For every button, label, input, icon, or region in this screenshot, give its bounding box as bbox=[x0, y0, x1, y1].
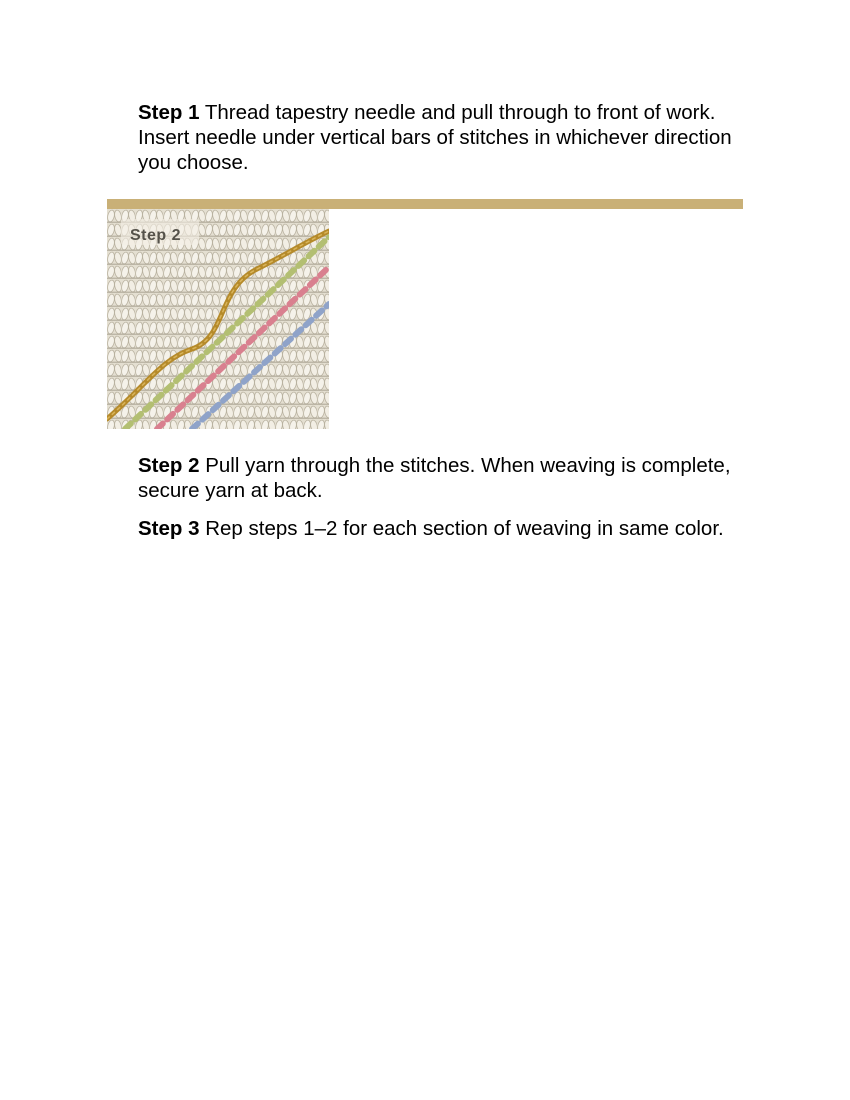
step-2-paragraph bbox=[138, 453, 750, 503]
step-3-text: Rep steps 1–2 for each section of weaving in same color. bbox=[199, 517, 724, 540]
step-1-text: Thread tapestry needle and pull through to front of work. Insert needle under vertical bars of stitches in whichever direction you choose. bbox=[138, 101, 732, 174]
step-1-label: Step 1 bbox=[138, 101, 200, 124]
step-3-paragraph bbox=[138, 516, 750, 541]
step-1-paragraph bbox=[138, 100, 750, 175]
photo-step-label: Step 2 bbox=[130, 227, 182, 244]
step-2-text: Pull yarn through the stitches. When weaving is complete, secure yarn at back. bbox=[138, 454, 731, 502]
step-2-label: Step 2 bbox=[138, 454, 200, 477]
step-2-photo bbox=[107, 209, 329, 429]
step-3-label: Step 3 bbox=[138, 517, 200, 540]
section-divider bbox=[107, 199, 743, 209]
